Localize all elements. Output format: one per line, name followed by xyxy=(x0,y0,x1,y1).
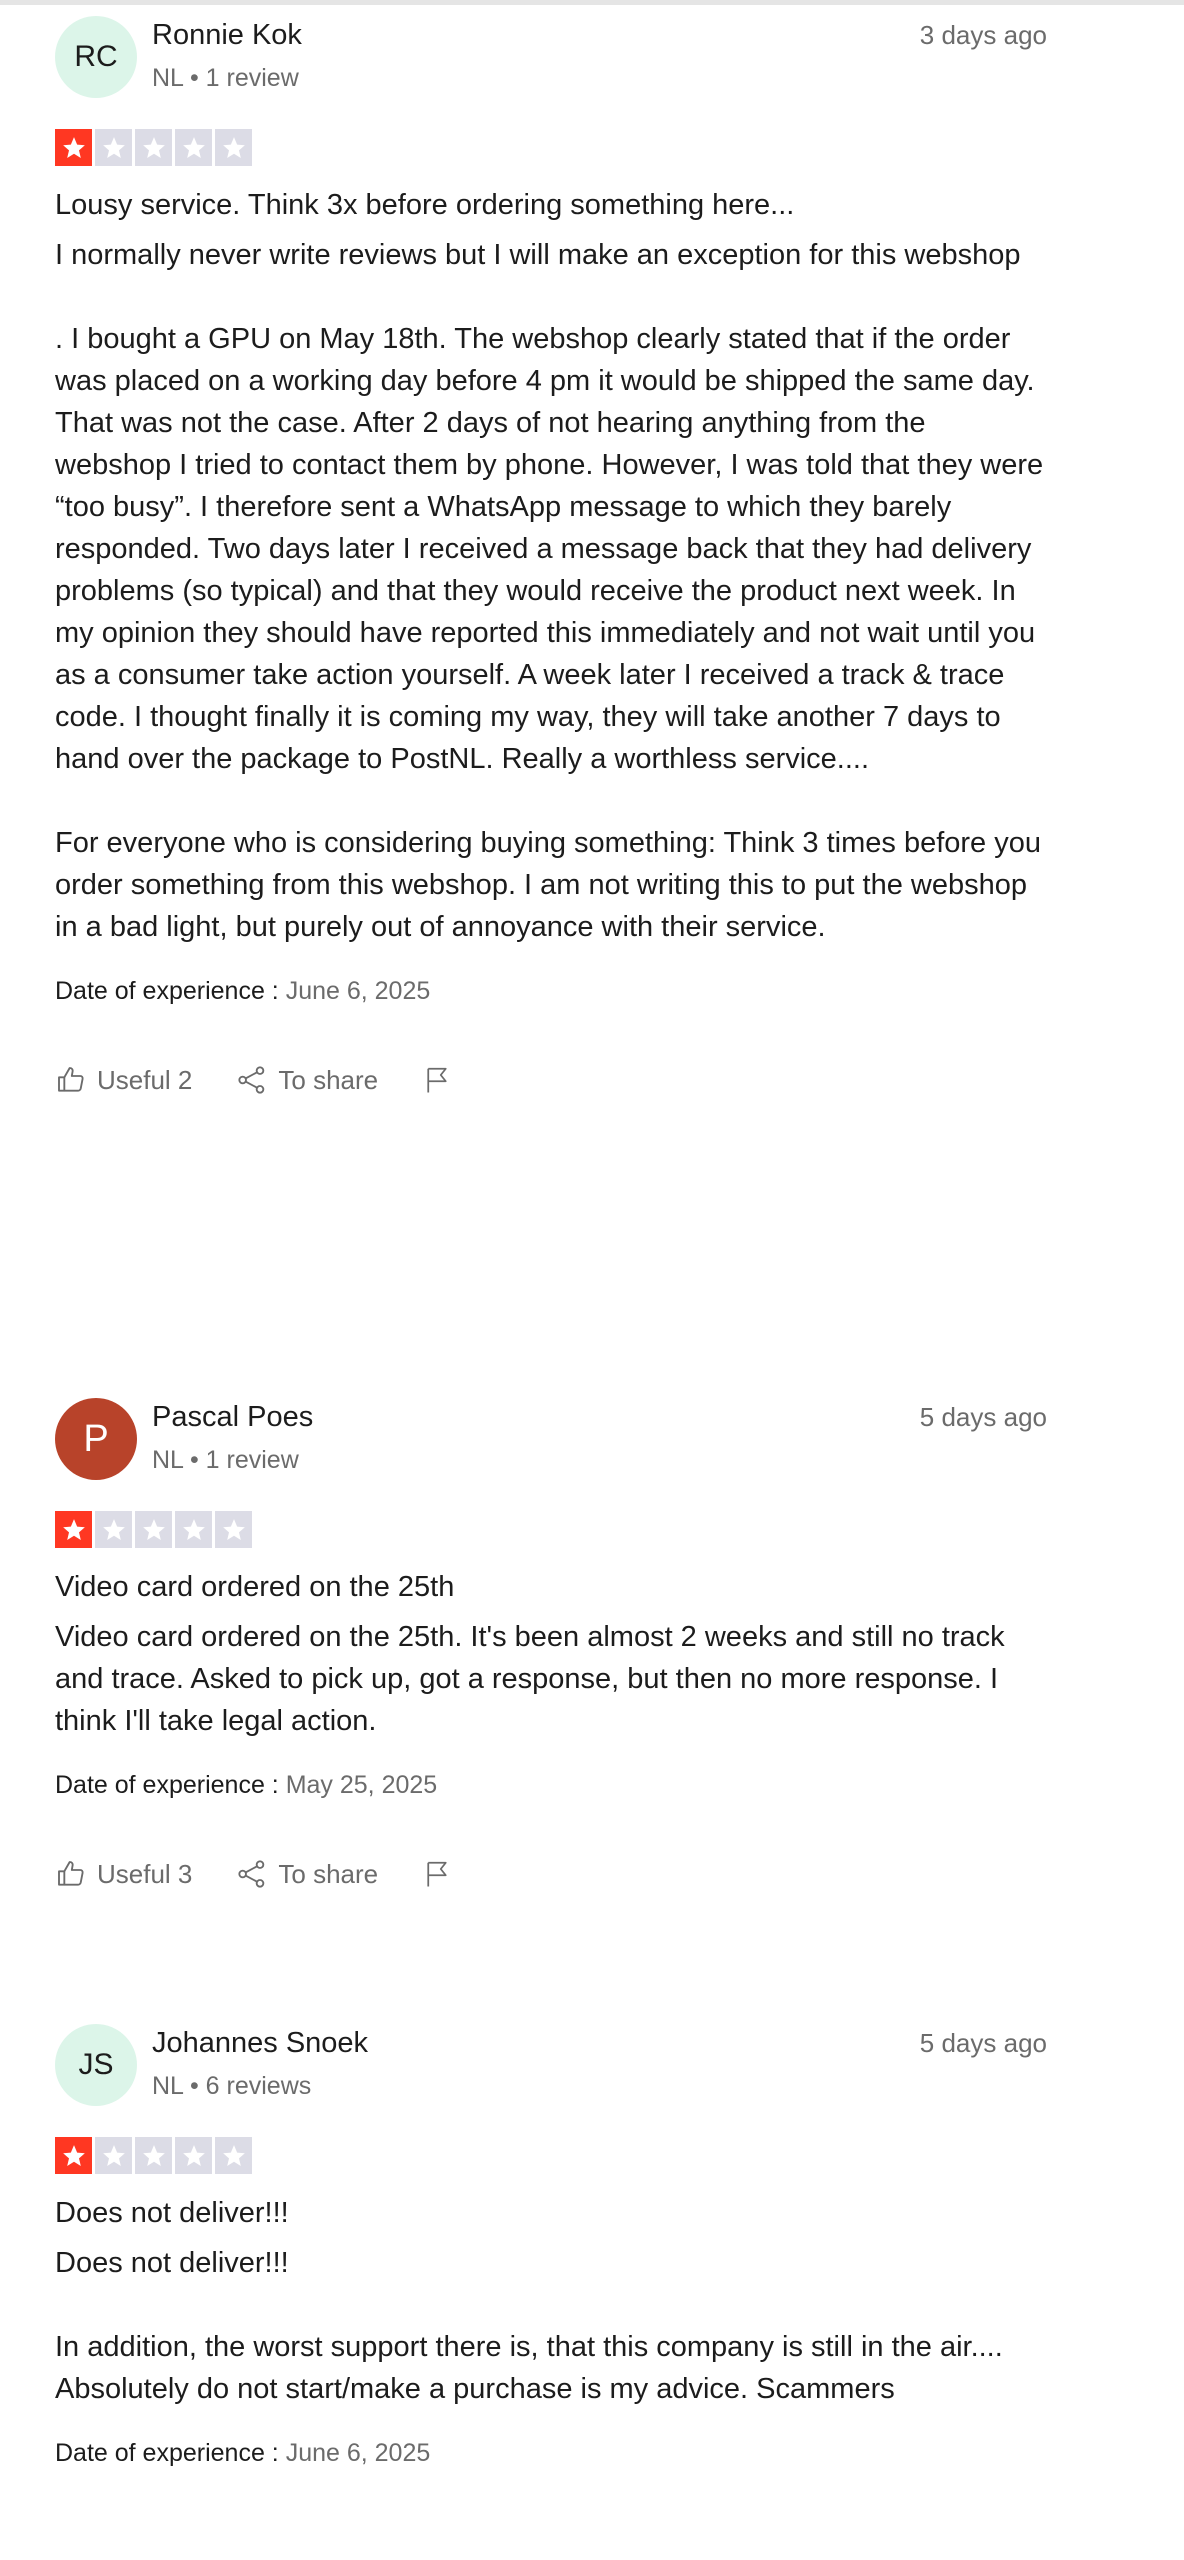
share-button[interactable] xyxy=(236,1064,378,1096)
experience-label: Date of experience : xyxy=(55,2439,279,2467)
review-title[interactable]: Lousy service. Think 3x before ordering something here... xyxy=(55,189,795,221)
review-paragraph: Does not deliver!!! xyxy=(55,2247,289,2279)
star-icon xyxy=(95,2137,132,2174)
star-icon xyxy=(175,129,212,166)
review-date: 5 days ago xyxy=(919,2028,1047,2058)
share-icon xyxy=(236,1064,268,1096)
reviewer-meta: NL • 1 review xyxy=(152,64,299,92)
experience-date: May 25, 2025 xyxy=(285,1771,438,1799)
date-of-experience xyxy=(55,970,1047,1012)
reviewer-meta: NL • 6 reviews xyxy=(152,2072,312,2100)
review-paragraph: I normally never write reviews but I will make an exception for this webshop xyxy=(55,239,1021,271)
experience-date: June 6, 2025 xyxy=(285,2439,431,2467)
flag-icon xyxy=(422,1065,452,1095)
useful-button[interactable] xyxy=(55,1858,192,1890)
report-button[interactable] xyxy=(422,1859,452,1889)
useful-button[interactable] xyxy=(55,1064,192,1096)
review-paragraph: . I bought a GPU on May 18th. The webshop clearly stated that if the order was placed on a working day before 4 pm it would be shipped the same day. That was not the case. After 2 days of not hearing anything from the webshop I tried to contact them by phone. However, I was told that they were “too busy”. I therefore sent a WhatsApp message to which they barely responded. Two days later I received a message back that they had delivery problems (so typical) and that they would receive the product next week. In my opinion they should have reported this immediately and not wait until you as a consumer take action yourself. A week later I received a track & trace code. I thought finally it is coming my way, they will take another 7 days to hand over the package to PostNL. Really a worthless service.... xyxy=(55,323,1044,775)
useful-label: Useful 2 xyxy=(97,1064,193,1095)
experience-label: Date of experience : xyxy=(55,977,279,1005)
star-icon xyxy=(135,1511,172,1548)
review-date: 5 days ago xyxy=(919,1402,1047,1432)
review-date: 3 days ago xyxy=(919,20,1047,50)
star-icon xyxy=(55,129,92,166)
star-icon xyxy=(175,2137,212,2174)
review-actions xyxy=(55,1854,1047,1894)
share-label: To share xyxy=(278,1064,379,1095)
star-icon xyxy=(215,129,252,166)
useful-label: Useful 3 xyxy=(97,1858,193,1889)
star-icon xyxy=(55,1511,92,1548)
flag-icon xyxy=(422,1859,452,1889)
review-card xyxy=(55,2008,1047,2474)
review-body xyxy=(55,1616,1047,1742)
reviewer-name[interactable]: Ronnie Kok xyxy=(152,19,302,51)
review-paragraph: Absolutely do not start/make a purchase is my advice. Scammers xyxy=(55,2373,895,2405)
review-card xyxy=(55,1382,1047,1894)
reviewer-meta: NL • 1 review xyxy=(152,1446,299,1474)
star-icon xyxy=(215,1511,252,1548)
avatar[interactable]: RC xyxy=(55,16,137,98)
review-card xyxy=(55,0,1047,1100)
review-title[interactable]: Video card ordered on the 25th xyxy=(55,1571,455,1603)
star-rating xyxy=(55,1511,1047,1548)
avatar[interactable]: P xyxy=(55,1398,137,1480)
star-rating xyxy=(55,2137,1047,2174)
review-paragraph: Video card ordered on the 25th. It's been almost 2 weeks and still no track and trace. Asked to pick up, got a response, but then no more response. I think I'll take legal action. xyxy=(55,1621,1005,1737)
star-icon xyxy=(95,129,132,166)
review-body xyxy=(55,2242,1047,2410)
reviewer-name[interactable]: Pascal Poes xyxy=(152,1401,314,1433)
date-of-experience xyxy=(55,1764,1047,1806)
share-label: To share xyxy=(278,1858,379,1889)
star-rating xyxy=(55,129,1047,166)
review-title[interactable]: Does not deliver!!! xyxy=(55,2197,289,2229)
share-icon xyxy=(236,1858,268,1890)
star-icon xyxy=(175,1511,212,1548)
star-icon xyxy=(55,2137,92,2174)
experience-date: June 6, 2025 xyxy=(285,977,431,1005)
date-of-experience xyxy=(55,2432,1047,2474)
review-body xyxy=(55,234,1047,948)
report-button[interactable] xyxy=(422,1065,452,1095)
thumbs-up-icon xyxy=(55,1858,87,1890)
review-paragraph: For everyone who is considering buying something: Think 3 times before you order something from this webshop. I am not writing this to put the webshop in a bad light, but purely out of annoyance with their service. xyxy=(55,827,1041,943)
share-button[interactable] xyxy=(236,1858,378,1890)
review-paragraph: In addition, the worst support there is, that this company is still in the air.... xyxy=(55,2331,1003,2363)
star-icon xyxy=(135,2137,172,2174)
review-actions xyxy=(55,1060,1047,1100)
experience-label: Date of experience : xyxy=(55,1771,279,1799)
avatar[interactable]: JS xyxy=(55,2024,137,2106)
thumbs-up-icon xyxy=(55,1064,87,1096)
star-icon xyxy=(135,129,172,166)
reviewer-name[interactable]: Johannes Snoek xyxy=(152,2027,369,2059)
star-icon xyxy=(215,2137,252,2174)
star-icon xyxy=(95,1511,132,1548)
